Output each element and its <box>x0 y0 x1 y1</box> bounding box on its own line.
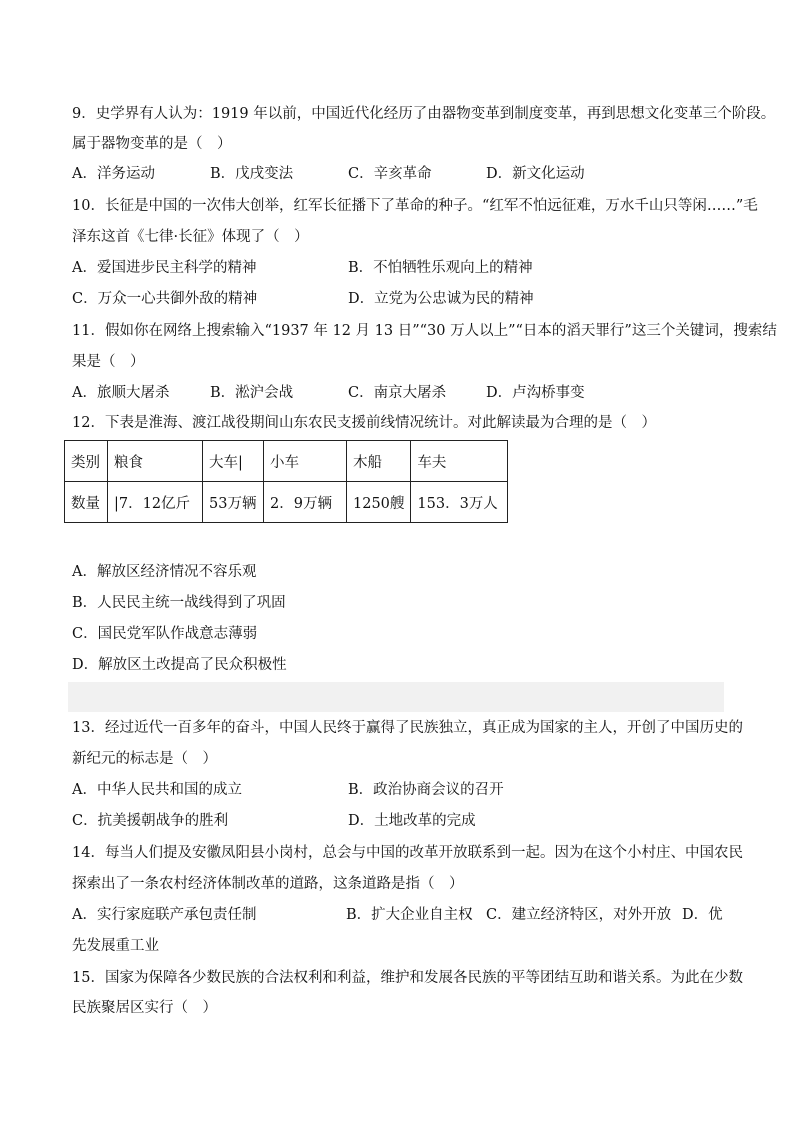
q10-option-a: A．爱国进步民主科学的精神 <box>72 260 257 276</box>
q14-stem-line1: 14．每当人们提及安徽凤阳县小岗村，总会与中国的改革开放联系到一起。因为在这个小村庄、中国农民 <box>72 845 743 861</box>
q12-option-b: B．人民民主统一战线得到了巩固 <box>72 595 286 611</box>
q10-stem-line2: 泽东这首《七律·长征》体现了（ ） <box>72 229 309 245</box>
support-statistics-table <box>64 440 508 523</box>
q14-option-c: C．建立经济特区，对外开放 <box>486 907 672 923</box>
q11-option-c: C．南京大屠杀 <box>348 385 447 401</box>
q11-stem-line2: 果是（ ） <box>72 354 145 370</box>
q11-option-b: B．淞沪会战 <box>210 385 294 401</box>
q15-stem-line1: 15．国家为保障各少数民族的合法权利和利益，维护和发展各民族的平等团结互助和谐关系。为此在少数 <box>72 970 743 986</box>
table-cell: 53万辆 <box>203 482 264 523</box>
q13-stem-line1: 13．经过近代一百多年的奋斗，中国人民终于赢得了民族独立，真正成为国家的主人，开创了中国历史的 <box>72 720 743 736</box>
table-cell: |7．12亿斤 <box>108 482 203 523</box>
q12-option-a: A．解放区经济情况不容乐观 <box>72 564 257 580</box>
table-cell: 小车 <box>264 441 347 482</box>
table-cell: 木船 <box>347 441 411 482</box>
table-cell: 类别 <box>65 441 108 482</box>
table-cell: 车夫 <box>411 441 508 482</box>
q9-option-b: B．戊戌变法 <box>210 166 294 182</box>
q10-option-d: D．立党为公忠诚为民的精神 <box>348 291 534 307</box>
q9-option-a: A．洋务运动 <box>72 166 155 182</box>
q13-stem-line2: 新纪元的标志是（ ） <box>72 751 217 767</box>
q14-option-d-wrap: 先发展重工业 <box>72 938 159 954</box>
table-cell: 153．3万人 <box>411 482 508 523</box>
q10-option-c: C．万众一心共御外敌的精神 <box>72 291 258 307</box>
table-cell: 2．9万辆 <box>264 482 347 523</box>
table-cell: 数量 <box>65 482 108 523</box>
q14-option-b: B．扩大企业自主权 <box>346 907 473 923</box>
table-cell: 大车| <box>203 441 264 482</box>
q9-option-d: D．新文化运动 <box>486 166 585 182</box>
q12-option-c: C．国民党军队作战意志薄弱 <box>72 626 258 642</box>
table-header-row <box>65 441 508 482</box>
table-cell: 1250艘 <box>347 482 411 523</box>
q9-stem-line1: 9．史学界有人认为：1919 年以前，中国近代化经历了由器物变革到制度变革，再到思想文化变革三个阶段。 <box>72 106 776 122</box>
q14-option-d: D．优 <box>682 907 723 923</box>
q10-stem-line1: 10．长征是中国的一次伟大创举，红军长征播下了革命的种子。“红军不怕远征难，万水千山只等闲……”毛 <box>72 198 758 214</box>
q10-option-b: B．不怕牺牲乐观向上的精神 <box>348 260 533 276</box>
q9-stem-line2: 属于器物变革的是（ ） <box>72 136 232 152</box>
q15-stem-line2: 民族聚居区实行（ ） <box>72 1000 217 1016</box>
q11-stem-line1: 11．假如你在网络上搜索输入“1937 年 12 月 13 日”“30 万人以上”“日本的滔天罪行”这三个关键词，搜索结 <box>72 323 777 339</box>
q13-option-c: C．抗美援朝战争的胜利 <box>72 813 229 829</box>
gray-divider-bar <box>68 682 724 712</box>
q14-stem-line2: 探索出了一条农村经济体制改革的道路，这条道路是指（ ） <box>72 876 464 892</box>
q13-option-b: B．政治协商会议的召开 <box>348 782 504 798</box>
q11-option-d: D．卢沟桥事变 <box>486 385 585 401</box>
table-row <box>65 482 508 523</box>
q11-option-a: A．旅顺大屠杀 <box>72 385 170 401</box>
q12-stem: 12．下表是淮海、渡江战役期间山东农民支援前线情况统计。对此解读最为合理的是（ ） <box>72 415 656 431</box>
q14-option-a: A．实行家庭联产承包责任制 <box>72 907 257 923</box>
q9-option-c: C．辛亥革命 <box>348 166 432 182</box>
q13-option-d: D．土地改革的完成 <box>348 813 476 829</box>
table-cell: 粮食 <box>108 441 203 482</box>
q13-option-a: A．中华人民共和国的成立 <box>72 782 242 798</box>
q12-option-d: D．解放区土改提高了民众积极性 <box>72 657 287 673</box>
